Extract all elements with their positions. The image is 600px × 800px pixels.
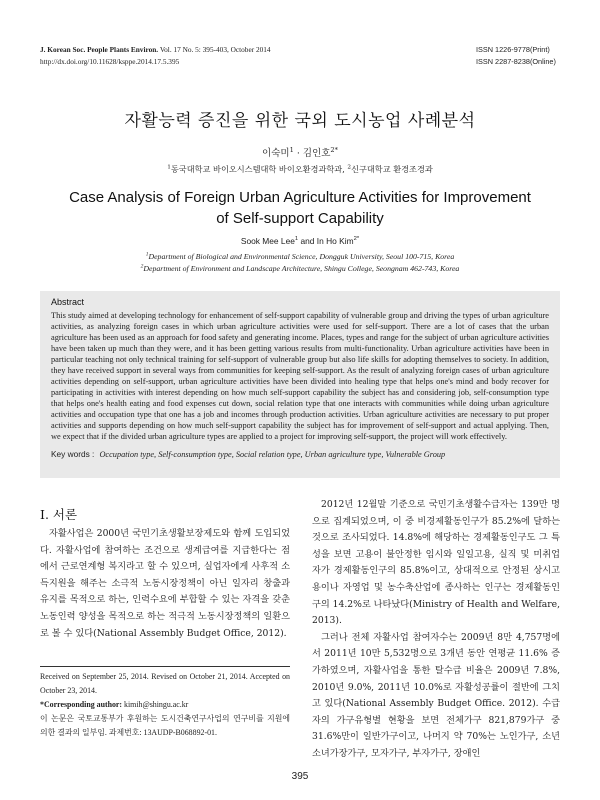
- title-english-line-1: Case Analysis of Foreign Urban Agriculture Activities for Improvement: [69, 189, 531, 206]
- author-connector: and: [300, 236, 315, 246]
- journal-issue: Vol. 17 No. 5: 395-403, October 2014: [159, 45, 271, 54]
- authors-korean: [0, 145, 600, 159]
- affiliation-1-text: Department of Biological and Environmental Science, Dongguk University, Seoul 100-715, Korea: [148, 252, 455, 261]
- affiliation-2-mark-en: 2: [140, 263, 144, 270]
- affiliation-2-mark: 2: [347, 164, 352, 171]
- authors-english: [0, 236, 600, 246]
- affiliation-2-text: Department of Environment and Landscape Architecture, Shingu College, Seongnam 462-743, Korea: [143, 264, 460, 273]
- title-english: [0, 187, 600, 229]
- affiliation-1-korean: 동국대학교 바이오시스템대학 바이오환경과학과,: [170, 164, 345, 174]
- author-1-name: 이숙미: [262, 148, 290, 159]
- author-2-name-en: In Ho Kim: [316, 236, 354, 246]
- right-paragraph-2: 그러나 전체 자활사업 참여자수는 2009년 8만 4,757명에서 2011년 10만 5,532명으로 3개년 동안 연평균 11.6% 증가하였으며, 자활사업을 통한 탈수급 비율은 2009년 7.8%, 2010년 9.0%, 2011년 10.0%로 자활성공률이 절반에 그치고 있다(National Assembly Budget Office. 2012). 수급자의 가구유형별 현황을 보면 전체가구 821,879가구 중 31.6%만이 일반가구이고, 나머지 약 70%는 노인가구, 소년소녀가장가구, 모자가구, 부자가구, 장애인: [312, 631, 560, 759]
- keywords-line: [51, 449, 549, 459]
- author-2-affiliation-mark: 2*: [330, 145, 338, 154]
- issn-online: ISSN 2287-8238(Online): [476, 57, 556, 66]
- issn-block: [476, 44, 556, 68]
- footnote-divider: [40, 666, 290, 667]
- author-separator: ·: [296, 148, 300, 159]
- author-1-affiliation-mark: 1: [289, 145, 294, 154]
- abstract-heading: Abstract: [51, 297, 85, 307]
- affiliations-korean: [0, 164, 600, 175]
- keywords-label: Key words :: [51, 449, 95, 459]
- funding-note: 이 논문은 국토교통부가 후원하는 도시건축연구사업의 연구비를 지원에 의한 결과의 일부임. 과제번호: 13AUDP-B068892-01.: [40, 714, 290, 737]
- author-2-name: 김인호: [302, 148, 331, 159]
- right-column-body: [312, 497, 560, 763]
- journal-header: [40, 44, 271, 68]
- abstract-box: [40, 291, 560, 478]
- title-korean: 자활능력 증진을 위한 국외 도시농업 사례분석: [124, 111, 476, 131]
- affiliation-1-english: [0, 251, 600, 263]
- doi-line: [40, 56, 271, 68]
- received-dates: Received on September 25, 2014. Revised on October 21, 2014. Accepted on October 23, 2014.: [40, 672, 290, 695]
- page-number: 395: [291, 771, 309, 782]
- journal-citation-line: [40, 44, 271, 56]
- affiliation-1-mark: 1: [167, 164, 171, 171]
- author-1-name-en: Sook Mee Lee: [240, 236, 295, 246]
- section-heading-introduction: Ⅰ. 서론: [40, 507, 78, 522]
- keywords-list: Occupation type, Self-consumption type, Social relation type, Urban agriculture type, Vulnerable Group: [99, 450, 446, 459]
- issn-print: ISSN 1226-9778(Print): [476, 45, 550, 54]
- introduction-paragraph: 자활사업은 2000년 국민기초생활보장제도와 함께 도입되었다. 자활사업에 참여하는 조건으로 생계급여를 지급한다는 점에서 근로연계형 복지라고 할 수 있으며, 실업자에게 사후적 소득지원을 해주는 소극적 노동시장정책이 아닌 일자리 창출과 유지를 목적으로 하는, 인력수요에 부합할 수 있는 자격을 갖춘 노동인력 양성을 목적으로 하는 적극적 노동시장정책의 일환으로 볼 수 있다(National Assembly Budget Office, 2012).: [40, 528, 290, 639]
- left-column-body: [40, 526, 290, 642]
- affiliation-2-korean: 신구대학교 환경조경과: [351, 164, 433, 174]
- corresponding-author: [40, 698, 290, 712]
- affiliation-1-mark-en: 1: [145, 251, 149, 258]
- title-english-line-2: of Self-support Capability: [216, 210, 384, 227]
- affiliation-2-english: [0, 263, 600, 275]
- author-1-mark-en: 1: [294, 236, 299, 243]
- affiliations-english: [0, 251, 600, 275]
- right-paragraph-1: 2012년 12월말 기준으로 국민기초생활수급자는 139만 명으로 집계되었으며, 이 중 비경제활동인구가 85.2%에 달하는 것으로 조사되었다. 14.8%에 해당하는 경제활동인구도 그 특성을 보면 고용이 불안정한 임시와 일일고용, 실직 및 미취업자가 경제활동인구의 85.8%이고, 상대적으로 안정된 상시고용이나 자영업 및 농수축산업에 종사하는 인구는 경제활동인구의 14.2%로 나타났다(Ministry of Health and Welfare, 2013).: [312, 499, 560, 627]
- journal-name: J. Korean Soc. People Plants Environ.: [40, 45, 159, 54]
- author-2-mark-en: 2*: [353, 236, 360, 243]
- doi-link[interactable]: http://dx.doi.org/10.11628/ksppe.2014.17.5.395: [40, 57, 180, 66]
- footnotes: [40, 670, 290, 740]
- corresponding-author-label: *Corresponding author:: [40, 700, 123, 709]
- abstract-text: This study aimed at developing technology for enhancement of self-support capability of vulnerable group and driving the types of urban agriculture activities, as analyzing foreign cases in which urban agriculture activities were used for self-support. There are a lot of cases that the urban agriculture has been used as an approach for food safety and generating income. Places, types and range for the subject of urban agriculture activities have been taken up much than they were, and it has been getting various results from multi-functionality. Urban agriculture activities have been in particular teaching not only technical training for self-support of vulnerable group but also life skills for adopting themselves to society. In addition, they have received support in several ways from communities for keeping self-support. As the result of analyzing foreign cases of urban agriculture activities depending on self-support, urban agriculture activities have been divided into healing type that helps one's mind and body recover for participating in activities with interest depending on how much self-support capability the subject has and considering job, self-consumption type that helps one's health eating and food expenses cut down, social relation type that one interacts with communities while doing urban agriculture activities and occupation type that one has a job and incomes through production activities. Urban agriculture activities are necessary to put proper activities and supports depending on how much self-support capability the subject has for improvement of self-support and actual applying. Then, we expect that if the divided urban agriculture types are applied to a project for improving self-support, the project will work effectively.: [51, 311, 549, 441]
- corresponding-author-email: kimih@shingu.ac.kr: [124, 700, 189, 709]
